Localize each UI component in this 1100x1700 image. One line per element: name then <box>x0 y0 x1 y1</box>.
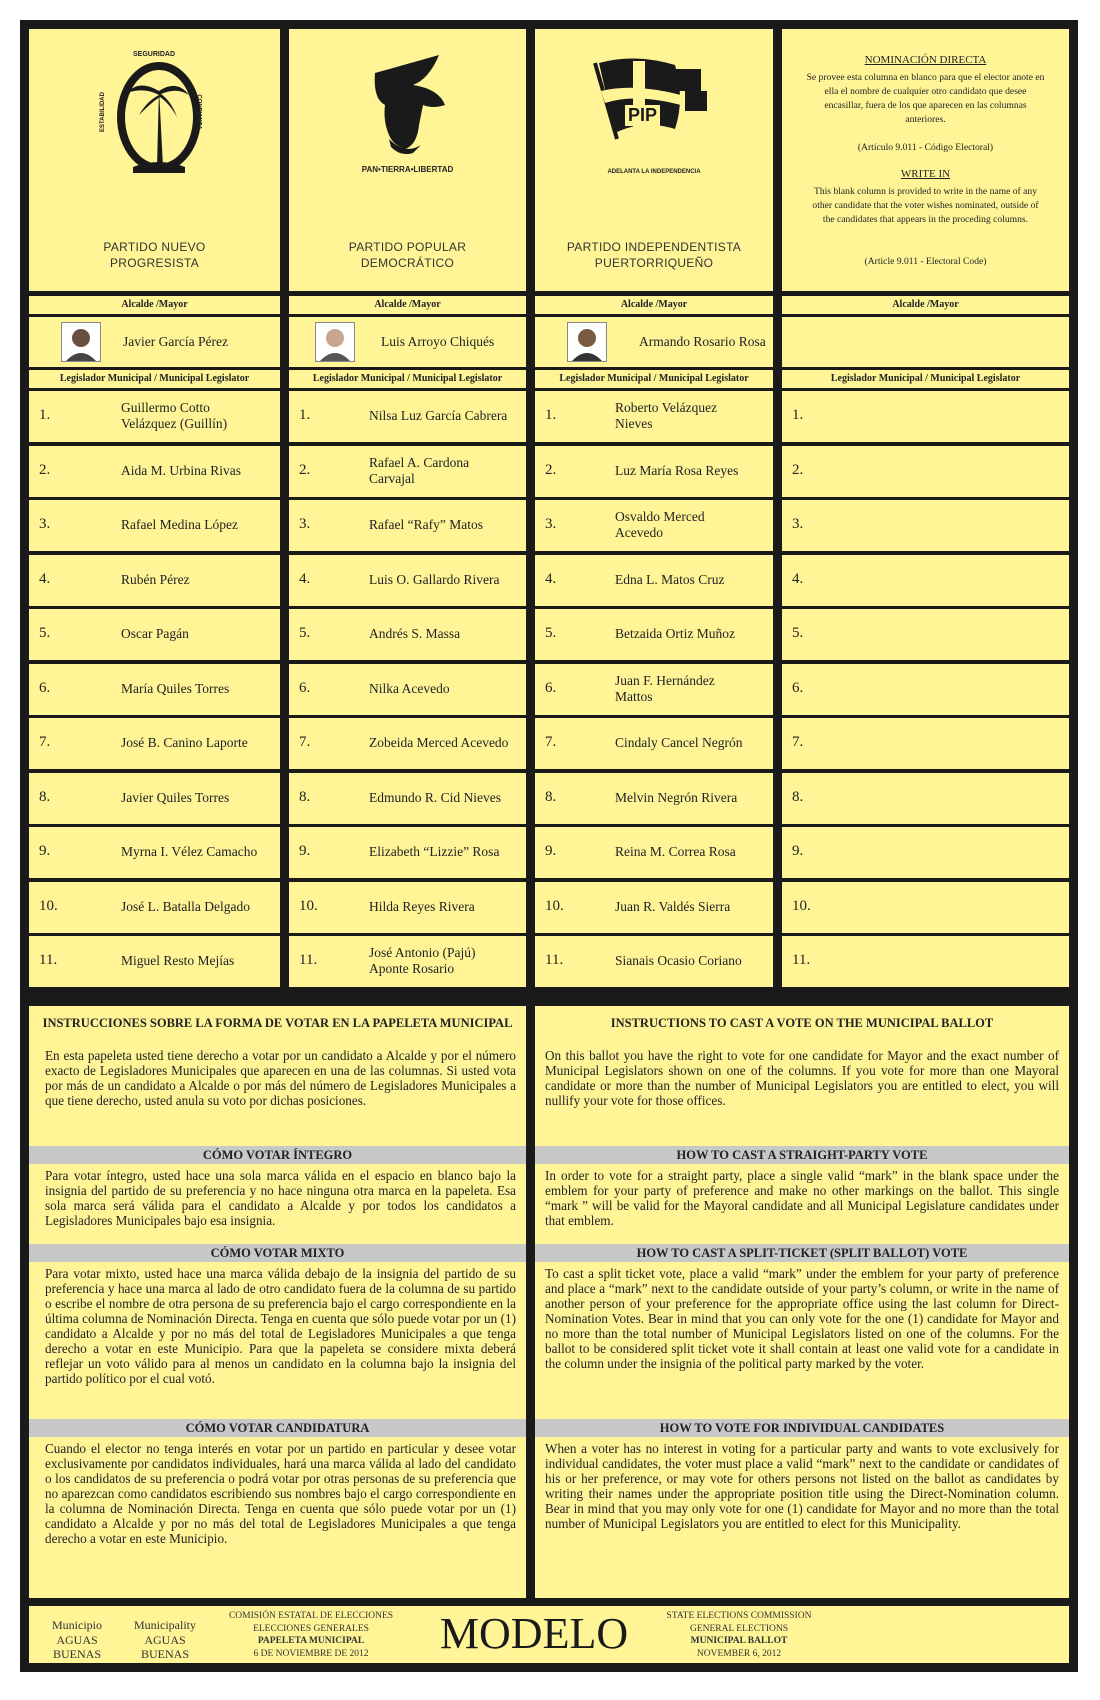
palm-tree-logo <box>29 49 280 189</box>
instructions-title-es: INSTRUCCIONES SOBRE LA FORMA DE VOTAR EN LA PAPELETA MUNICIPAL <box>42 1016 513 1030</box>
candidate-number: 2. <box>299 461 311 478</box>
section-text: When a voter has no interest in voting for a particular party and wants to vote exclusively for individual candidates, the voter must place a valid “mark” next to the candidate or candidates of his or her preference, or may vote for others persons not listed on the ballot as candidates by writing their names under the appropriate position title using the Direct-Nomination column. Bear in mind that you may only vote for one (1) candidate for Mayor and no more than the total number of Municipal Legislators you are entitled to elect for this Municipality. <box>545 1441 1059 1531</box>
legislator-write-in[interactable] <box>782 555 1069 606</box>
candidate-number: 10. <box>39 897 58 914</box>
candidate-number: 4. <box>792 570 804 587</box>
logo-motto: ADELANTA LA INDEPENDENCIA <box>607 169 701 175</box>
candidate-number: 3. <box>545 516 557 532</box>
commission-es <box>211 1610 411 1660</box>
party-name-line1: PARTIDO INDEPENDENTISTA <box>566 240 742 254</box>
legislator-candidate[interactable] <box>289 609 526 660</box>
legislator-candidate[interactable] <box>289 718 526 769</box>
legislator-name: María Quiles Torres <box>121 680 230 696</box>
footer-es-line1: COMISIÓN ESTATAL DE ELECCIONES <box>228 1611 394 1621</box>
logo-motto-top: SEGURIDAD <box>133 51 176 58</box>
legislator-candidate[interactable] <box>289 391 526 442</box>
legislator-candidate[interactable] <box>535 500 773 551</box>
candidate-number: 9. <box>299 843 311 859</box>
candidate-number: 8. <box>39 788 51 805</box>
candidate-number: 10. <box>792 897 811 914</box>
candidate-number: 8. <box>299 788 311 805</box>
section-header: HOW TO VOTE FOR INDIVIDUAL CANDIDATES <box>535 1419 1069 1437</box>
candidate-number: 2. <box>39 461 51 478</box>
party-name <box>289 239 526 271</box>
candidate-number: 7. <box>545 734 557 750</box>
legislator-candidate[interactable] <box>29 827 280 878</box>
candidate-number: 9. <box>545 843 557 859</box>
write-in-text-es: Se provee esta columna en blanco para que el elector anote en ella el nombre de cualquier otro candidato que desee encasillar, fuera de los que aparecen en las columnas anteriores. <box>806 72 1045 125</box>
legislator-candidate[interactable] <box>535 609 773 660</box>
legislator-name: Nilsa Luz García Cabrera <box>369 408 508 423</box>
ballot <box>20 20 1078 1672</box>
legislator-name: Miguel Resto Mejías <box>121 953 235 968</box>
legislator-candidate[interactable] <box>29 555 280 606</box>
candidate-number: 11. <box>792 952 811 968</box>
legislator-name: Rafael A. Cardona Carvajal <box>369 454 470 486</box>
section-text: Para votar íntegro, usted hace una sola marca válida en el espacio en blanco bajo la insignia del partido de su preferencia y no hace ninguna otra marca en la papeleta. Esa sola marca será válida para el candidato a Alcalde y por todos los candidatos a Legisladores Municipales bajo esa insignia. <box>45 1168 516 1228</box>
candidate-number: 2. <box>545 461 557 478</box>
section-text: To cast a split ticket vote, place a valid “mark” under the emblem for your party of preference and place a “mark” next to the candidate outside of your party’s column, or write in the name of another person of your preference for the appropriate office using the last column for Direct-Nomination Votes. Bear in mind that you can only vote for the one (1) candidate for Mayor and no more than the total number of Municipal Legislators listed on one of the columns. For the ballot to be considered split ticket vote it shall contain at least one valid vote for a candidate in the column under the insignia of the political party marked by the voter. <box>545 1266 1059 1371</box>
legislator-write-in[interactable] <box>782 391 1069 442</box>
candidate-number: 1. <box>299 407 311 423</box>
party-name-line1: PARTIDO NUEVO <box>103 240 206 254</box>
legislator-candidate[interactable] <box>289 555 526 606</box>
instructions-intro-es: En esta papeleta usted tiene derecho a votar por un candidato a Alcalde y por el número exacto de Legisladores Municipales que aparecen en una de las columnas. Si usted vota por más de un candidato a Alcalde o por más del número de Legisladores Municipales a que tiene derecho, usted anula su voto por dichas posiciones. <box>45 1048 516 1108</box>
candidate-number: 3. <box>299 516 311 532</box>
legislator-name: Edna L. Matos Cruz <box>615 571 725 587</box>
candidate-number: 1. <box>545 407 557 423</box>
candidate-number: 2. <box>792 461 804 478</box>
legislator-candidate[interactable] <box>29 718 280 769</box>
section-header: CÓMO VOTAR MIXTO <box>29 1244 526 1262</box>
legislator-name: Melvin Negrón Rivera <box>615 789 738 805</box>
logo-motto-right: CONFIANZA <box>195 94 202 130</box>
logo-acronym: PIP <box>625 105 660 126</box>
legislator-name: Myrna I. Vélez Camacho <box>121 844 258 859</box>
legislator-label: Legislador Municipal / Municipal Legislator <box>29 370 280 388</box>
candidate-number: 10. <box>545 897 564 914</box>
legislator-write-in[interactable] <box>782 827 1069 878</box>
footer <box>29 1606 1069 1663</box>
legislator-name: Juan R. Valdés Sierra <box>615 898 731 914</box>
legislator-candidate[interactable] <box>29 773 280 824</box>
legislator-name: Guillermo Cotto Velázquez (Guillín) <box>121 400 228 431</box>
legislator-write-in[interactable] <box>782 500 1069 551</box>
legislator-candidate[interactable] <box>535 555 773 606</box>
write-in-title-en: WRITE IN <box>900 168 951 180</box>
candidate-number: 10. <box>299 897 318 914</box>
mayor-label: Alcalde /Mayor <box>289 296 526 314</box>
legislator-name: Sianais Ocasio Coriano <box>615 953 742 968</box>
section-text: Cuando el elector no tenga interés en votar por un partido en particular y desee votar exclusivamente por candidatos individuales, hará una marca válida al lado del candidato o los candidatos de su preferencia o podrá votar por otras personas de su preferencia que no aparezcan como candidatos escribiendo sus nombres bajo el cargo correspondiente en la columna de Nominación Directa. Tenga en cuenta que sólo puede votar por un (1) candidato a Alcalde y por no más del total de Legisladores Municipales a que tenga derecho a votar en este Municipio. <box>45 1441 516 1546</box>
logo-motto-left: ESTABILIDAD <box>99 92 106 132</box>
legislator-write-in[interactable] <box>782 609 1069 660</box>
write-in-text-en: This blank column is provided to write in the name of any other candidate that the voter wishes nominated, outside of the candidates that appears in the proceding columns. <box>812 186 1039 225</box>
legislator-name: Rubén Pérez <box>121 571 190 587</box>
logo-motto: PAN•TIERRA•LIBERTAD <box>361 165 454 174</box>
legislator-label: Legislador Municipal / Municipal Legislator <box>535 370 773 388</box>
candidate-number: 6. <box>299 679 311 696</box>
legislator-name: José L. Batalla Delgado <box>121 898 250 914</box>
legislator-name: Reina M. Correa Rosa <box>615 844 736 859</box>
party-column-pnp[interactable] <box>29 29 280 291</box>
legislator-candidate[interactable] <box>289 773 526 824</box>
legislator-candidate[interactable] <box>289 664 526 715</box>
instructions-en <box>535 1006 1069 1598</box>
footer-en-line2: GENERAL ELECTIONS <box>689 1623 789 1634</box>
legislator-candidate[interactable] <box>289 446 526 497</box>
mayor-candidate[interactable] <box>289 317 526 367</box>
party-name-line2: DEMOCRÁTICO <box>360 256 455 270</box>
legislator-candidate[interactable] <box>289 827 526 878</box>
party-name <box>535 239 773 271</box>
legislator-candidate[interactable] <box>29 446 280 497</box>
write-in-column[interactable] <box>782 29 1069 291</box>
candidate-photo <box>61 322 101 362</box>
legislator-name: Luz María Rosa Reyes <box>615 462 739 478</box>
legislator-name: Andrés S. Massa <box>369 626 461 641</box>
mayor-name: Armando Rosario Rosa <box>639 334 766 349</box>
legislator-name: José Antonio (Pajú) Aponte Rosario <box>369 945 476 976</box>
legislator-candidate[interactable] <box>535 664 773 715</box>
legislator-candidate[interactable] <box>535 446 773 497</box>
municipio-value: AGUAS BUENAS <box>52 1633 101 1661</box>
candidate-number: 4. <box>299 570 311 587</box>
candidate-number: 7. <box>39 734 51 750</box>
section-header: CÓMO VOTAR CANDIDATURA <box>29 1419 526 1437</box>
section-text: In order to vote for a straight party, place a single valid “mark” in the blank space under the emblem for your party of preference and make no other markings on the ballot. This single “mark ” will be valid for the Mayoral candidate and all Municipal Legislature candidates under that emblem. <box>545 1168 1059 1228</box>
candidate-photo <box>315 322 355 362</box>
legislator-candidate[interactable] <box>29 882 280 933</box>
legislator-candidate[interactable] <box>289 936 526 987</box>
legislator-name: Roberto Velázquez Nieves <box>615 400 718 431</box>
flag-logo <box>535 49 773 189</box>
jibaro-logo <box>289 49 526 189</box>
section-text: Para votar mixto, usted hace una marca válida debajo de la insignia del partido de su preferencia y hace una marca al lado de otro candidato fuera de la columna de su partido o escribe el nombre de otra persona de su preferencia bajo el cargo correspondiente en la última columna de Nominación Directa. Tenga en cuenta que sólo puede votar por un (1) candidato a Alcalde y por no más del total de Legisladores Municipales a que tenga derecho a votar en este Municipio. Para que la papeleta se considere mixta deberá reflejar un voto válido para al menos un candidato en la columna bajo la insignia del partido político por el cual votó. <box>45 1266 516 1386</box>
legislator-name: Osvaldo Merced Acevedo <box>615 509 705 540</box>
candidate-photo <box>567 322 607 362</box>
candidate-number: 9. <box>792 843 804 859</box>
municipio-label: Municipio <box>52 1618 102 1632</box>
legislator-write-in[interactable] <box>782 446 1069 497</box>
legislator-name: Rafael “Rafy” Matos <box>369 517 483 532</box>
legislator-candidate[interactable] <box>535 391 773 442</box>
legislator-name: Juan F. Hernández Mattos <box>615 672 715 704</box>
candidate-number: 6. <box>545 679 557 696</box>
legislator-name: Rafael Medina López <box>121 517 238 532</box>
candidate-number: 6. <box>792 679 804 696</box>
footer-en-line1: STATE ELECTIONS COMMISSION <box>666 1611 812 1621</box>
mayor-name: Luis Arroyo Chiqués <box>381 334 495 349</box>
section-header: HOW TO CAST A SPLIT-TICKET (SPLIT BALLOT) VOTE <box>535 1244 1069 1262</box>
footer-es-line3: PAPELETA MUNICIPAL <box>257 1636 365 1646</box>
candidate-number: 6. <box>39 679 51 696</box>
candidate-number: 11. <box>545 952 564 968</box>
candidate-number: 5. <box>792 625 804 641</box>
legislator-candidate[interactable] <box>535 773 773 824</box>
candidate-number: 5. <box>39 625 51 641</box>
legislator-candidate[interactable] <box>289 882 526 933</box>
party-name-line2: PROGRESISTA <box>109 256 200 270</box>
party-name-line2: PUERTORRIQUEÑO <box>594 256 714 270</box>
candidate-number: 4. <box>545 570 557 587</box>
mayor-label: Alcalde /Mayor <box>29 296 280 314</box>
candidate-number: 8. <box>545 788 557 805</box>
legislator-write-in[interactable] <box>782 936 1069 987</box>
mayor-write-in[interactable] <box>782 317 1069 367</box>
candidate-number: 9. <box>39 843 51 859</box>
legislator-name: Oscar Pagán <box>121 626 189 641</box>
commission-en <box>654 1610 824 1660</box>
mayor-label: Alcalde /Mayor <box>782 296 1069 314</box>
municipality-value: AGUAS BUENAS <box>140 1633 189 1661</box>
legislator-label: Legislador Municipal / Municipal Legislator <box>782 370 1069 388</box>
party-column-pip[interactable] <box>535 29 773 291</box>
instructions-title-en: INSTRUCTIONS TO CAST A VOTE ON THE MUNICIPAL BALLOT <box>610 1016 994 1030</box>
legislator-name: Hilda Reyes Rivera <box>369 898 475 914</box>
legislator-candidate[interactable] <box>535 882 773 933</box>
candidate-number: 5. <box>299 625 311 641</box>
instructions-intro-en: On this ballot you have the right to vote for one candidate for Mayor and the exact number of Municipal Legislators shown on one of the columns. If you vote for more than one Mayoral candidate or more than the number of Municipal Legislators you are entitled to elect, you will nullify your vote for those offices. <box>545 1048 1059 1108</box>
candidate-number: 1. <box>39 407 51 423</box>
candidate-number: 3. <box>39 516 51 532</box>
legislator-write-in[interactable] <box>782 718 1069 769</box>
legislator-name: José B. Canino Laporte <box>121 735 248 750</box>
legislator-name: Luis O. Gallardo Rivera <box>369 571 500 587</box>
candidate-number: 7. <box>792 734 804 750</box>
legislator-candidate[interactable] <box>29 500 280 551</box>
legislator-candidate[interactable] <box>29 664 280 715</box>
legislator-candidate[interactable] <box>289 500 526 551</box>
party-name-line1: PARTIDO POPULAR <box>348 240 467 254</box>
legislator-name: Aida M. Urbina Rivas <box>121 462 241 478</box>
write-in-cite-es: (Artículo 9.011 - Código Electoral) <box>857 142 994 153</box>
legislator-name: Zobeida Merced Acevedo <box>369 735 509 750</box>
legislator-name: Betzaida Ortiz Muñoz <box>615 626 735 641</box>
section-header: HOW TO CAST A STRAIGHT-PARTY VOTE <box>535 1146 1069 1164</box>
footer-en-line3: MUNICIPAL BALLOT <box>690 1636 788 1646</box>
mayor-candidate[interactable] <box>535 317 773 367</box>
instructions-es <box>29 1006 526 1598</box>
candidate-number: 11. <box>299 952 318 968</box>
legislator-candidate[interactable] <box>29 936 280 987</box>
legislator-candidate[interactable] <box>29 609 280 660</box>
footer-es-line4: 6 DE NOVIEMBRE DE 2012 <box>253 1648 369 1659</box>
legislator-candidate[interactable] <box>535 936 773 987</box>
legislator-write-in[interactable] <box>782 882 1069 933</box>
party-column-ppd[interactable] <box>289 29 526 291</box>
write-in-cite-en: (Article 9.011 - Electoral Code) <box>864 256 987 267</box>
legislator-name: Cindaly Cancel Negrón <box>615 735 743 750</box>
legislator-candidate[interactable] <box>29 391 280 442</box>
candidate-number: 3. <box>792 516 804 532</box>
legislator-candidate[interactable] <box>535 827 773 878</box>
legislator-write-in[interactable] <box>782 664 1069 715</box>
legislator-name: Nilka Acevedo <box>369 680 450 696</box>
legislator-write-in[interactable] <box>782 773 1069 824</box>
mayor-candidate[interactable] <box>29 317 280 367</box>
legislator-candidate[interactable] <box>535 718 773 769</box>
municipality-label: Municipality <box>134 1618 196 1632</box>
mayor-name: Javier García Pérez <box>123 334 228 349</box>
candidate-number: 4. <box>39 570 51 587</box>
candidate-number: 1. <box>792 407 804 423</box>
mayor-label: Alcalde /Mayor <box>535 296 773 314</box>
candidate-number: 7. <box>299 734 311 750</box>
legislator-name: Javier Quiles Torres <box>121 789 230 805</box>
party-name <box>29 239 280 271</box>
legislator-name: Edmundo R. Cid Nieves <box>369 789 501 805</box>
footer-en-line4: NOVEMBER 6, 2012 <box>696 1648 782 1659</box>
legislator-name: Elizabeth “Lizzie” Rosa <box>369 844 500 859</box>
section-header: CÓMO VOTAR ÍNTEGRO <box>29 1146 526 1164</box>
footer-es-line2: ELECCIONES GENERALES <box>253 1623 369 1634</box>
candidate-number: 5. <box>545 625 557 641</box>
candidate-number: 8. <box>792 788 804 805</box>
write-in-title-es: NOMINACIÓN DIRECTA <box>864 54 987 66</box>
legislator-label: Legislador Municipal / Municipal Legislator <box>289 370 526 388</box>
modelo-watermark: MODELO <box>439 1609 629 1658</box>
candidate-number: 11. <box>39 952 58 968</box>
